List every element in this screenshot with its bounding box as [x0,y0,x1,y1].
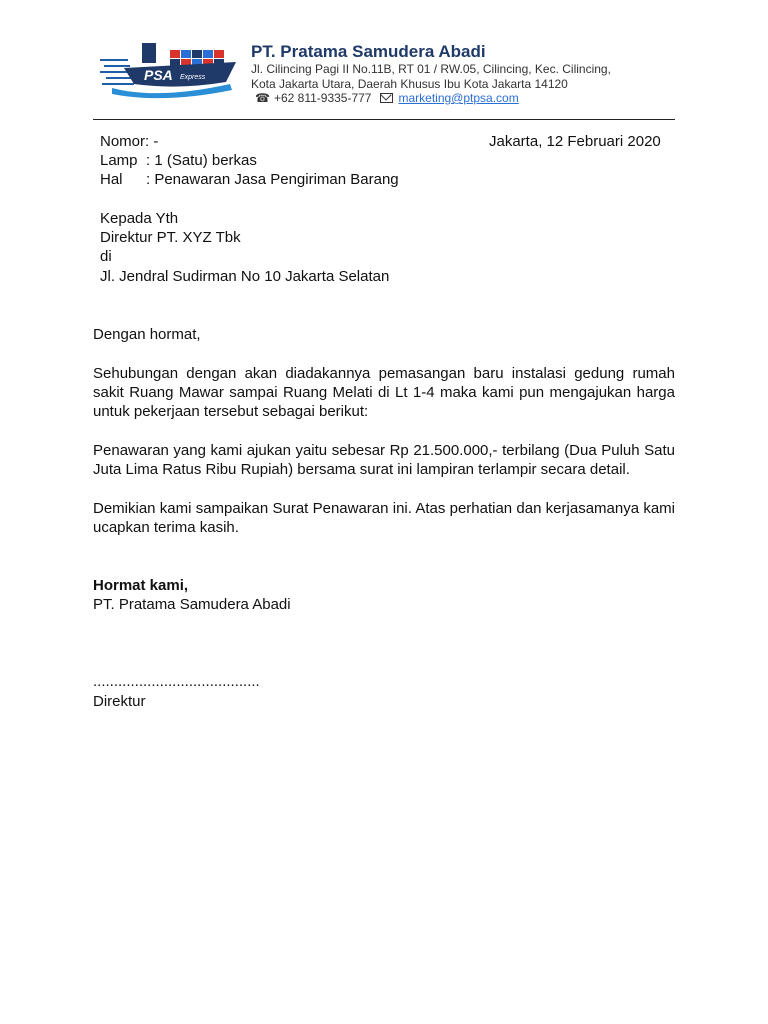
recipient-line-1: Kepada Yth [100,210,179,227]
signatory-title: Direktur [93,693,146,710]
body-paragraph-3: Demikian kami sampaikan Surat Penawaran ini. Atas perhatian dan kerjasamanya kami ucapkan terima kasih. [93,500,675,536]
letter-number: Nomor: - [100,133,159,150]
company-name: PT. Pratama Samudera Abadi [251,42,486,61]
recipient-address: Jl. Jendral Sudirman No 10 Jakarta Selatan [100,268,390,285]
contact-row [255,91,519,105]
body-paragraph-1: Sehubungan dengan akan diadakannya pemasangan baru instalasi gedung rumah sakit Ruang Mawar sampai Ruang Melati di Lt 1-4 maka kami pun mengajukan harga untuk pekerjaan tersebut sebagai berikut: [93,365,675,420]
place-date: Jakarta, 12 Februari 2020 [489,133,661,150]
signature-line: ........................................ [93,673,260,690]
attachment-label: Lamp [100,152,138,169]
company-logo [98,38,240,100]
body-paragraph-2: Penawaran yang kami ajukan yaitu sebesar Rp 21.500.000,- terbilang (Dua Puluh Satu Juta Lima Ratus Ribu Rupiah) bersama surat ini lampiran terlampir secara detail. [93,442,675,478]
recipient-line-2: Direktur PT. XYZ Tbk [100,229,241,246]
logo-text: PSA [144,67,173,83]
mail-icon [380,93,393,103]
address-line-2: Kota Jakarta Utara, Daerah Khusus Ibu Kota Jakarta 14120 [251,77,568,91]
phone-icon: ☎ [255,91,270,105]
attachment-line [100,151,257,170]
subject-label: Hal [100,171,123,188]
header-divider [93,119,675,120]
attachment-value: : 1 (Satu) berkas [146,152,257,169]
closing-regards: Hormat kami, [93,577,189,594]
email-link[interactable]: marketing@ptpsa.com [398,91,519,105]
closing-company: PT. Pratama Samudera Abadi [93,596,291,613]
subject-value: : Penawaran Jasa Pengiriman Barang [146,171,399,188]
logo-subtext: Express [180,74,206,81]
subject-line [100,170,399,189]
salutation: Dengan hormat, [93,326,201,343]
address-line-1: Jl. Cilincing Pagi II No.11B, RT 01 / RW.05, Cilincing, Kec. Cilincing, [251,62,611,76]
recipient-line-3: di [100,248,112,265]
logo-bridge [142,43,156,63]
phone-number: +62 811-9335-777 [273,91,372,105]
